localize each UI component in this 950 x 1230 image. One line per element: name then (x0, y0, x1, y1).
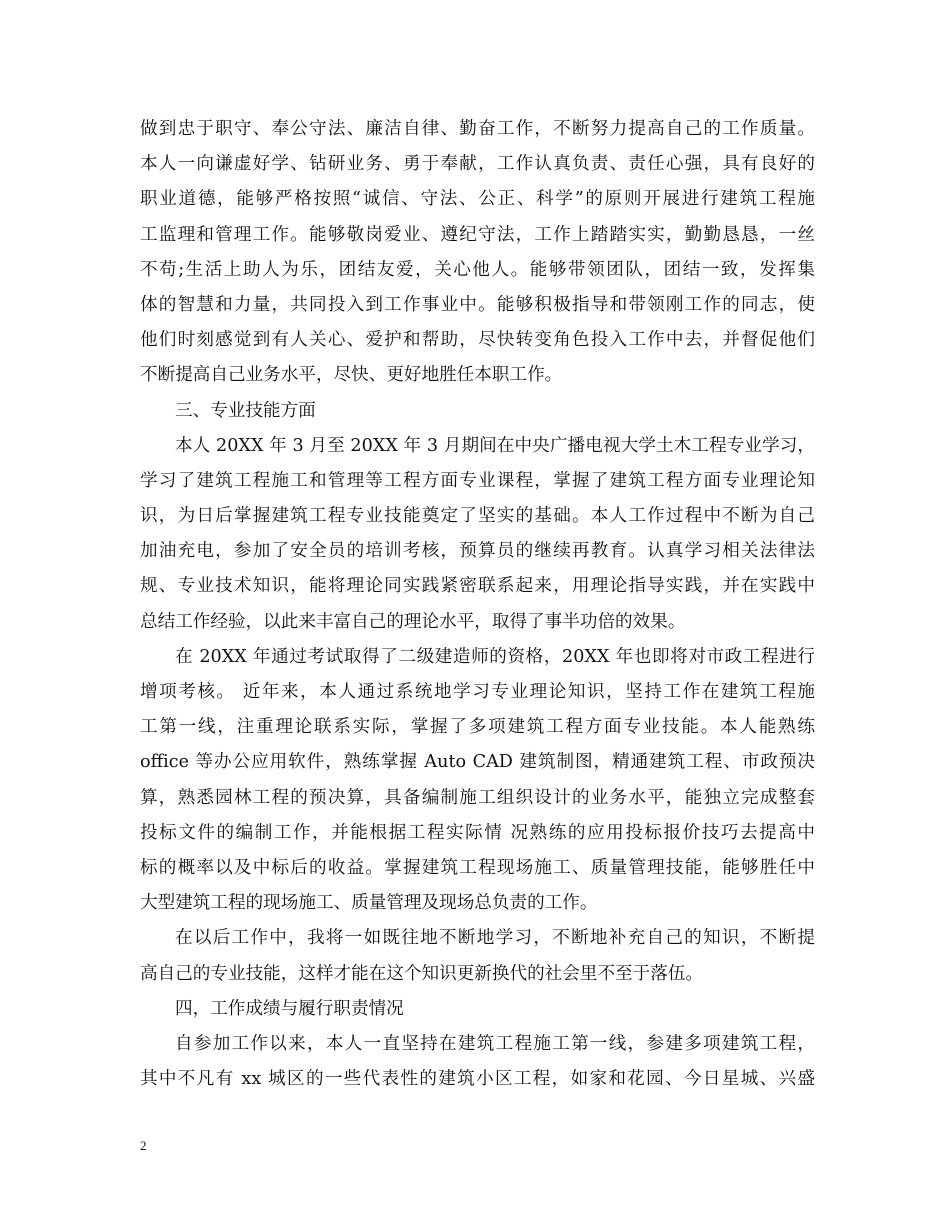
text-line: 自参加工作以来，本人一直坚持在建筑工程施工第一线，参建多项建筑工程， (175, 1033, 815, 1054)
text-line: 投标文件的编制工作，并能根据工程实际情 况熟练的应用投标报价技巧去提高中 (140, 822, 815, 843)
text-line: 其中不凡有 xx 城区的一些代表性的建筑小区工程，如家和花园、今日星城、兴盛 (140, 1069, 815, 1090)
text-line: 标的概率以及中标后的收益。掌握建筑工程现场施工、质量管理技能，能够胜任中 (140, 857, 815, 878)
document-body (140, 112, 815, 1097)
text-line: 加油充电，参加了安全员的培训考核，预算员的继续再教育。认真学习相关法律法 (140, 541, 815, 562)
text-line: 做到忠于职守、奉公守法、廉洁自律、勤奋工作，不断努力提高自己的工作质量。 (140, 119, 815, 139)
text-line: 工第一线，注重理论联系实际，掌握了多项建筑工程方面专业技能。本人能熟练 (140, 717, 815, 738)
text-line: 大型建筑工程的现场施工、质量管理及现场总负责的工作。 (140, 893, 598, 914)
text-line: 本人 20XX 年 3 月至 20XX 年 3 月期间在中央广播电视大学土木工程专业学习， (175, 435, 815, 456)
text-line: office 等办公应用软件，熟练掌握 Auto CAD 建筑制图，精通建筑工程、市政预决 (140, 752, 815, 773)
text-line: 在 20XX 年通过考试取得了二级建造师的资格，20XX 年也即将对市政工程进行 (175, 646, 815, 667)
text-line: 学习了建筑工程施工和管理等工程方面专业课程，掌握了建筑工程方面专业理论知 (140, 470, 815, 491)
text-line: 算，熟悉园林工程的预决算，具备编制施工组织设计的业务水平，能独立完成整套 (140, 787, 815, 808)
text-line: 识，为日后掌握建筑工程专业技能奠定了坚实的基础。本人工作过程中不断为自己 (140, 506, 815, 527)
text-line: 高自己的专业技能，这样才能在这个知识更新换代的社会里不至于落伍。 (140, 963, 704, 984)
section-heading-achievements: 四，工作成绩与履行职责情况 (175, 998, 404, 1019)
text-line: 工监理和管理工作。能够敬岗爱业、遵纪守法，工作上踏踏实实，勤勤恳恳，一丝 (140, 224, 815, 245)
text-line: 不苟;生活上助人为乐，团结友爱，关心他人。能够带领团队，团结一致，发挥集 (140, 259, 815, 280)
section-heading-skills: 三、专业技能方面 (175, 400, 316, 421)
text-line: 增项考核。 近年来，本人通过系统地学习专业理论知识，坚持工作在建筑工程施 (140, 682, 815, 702)
text-line: 在以后工作中，我将一如既往地不断地学习，不断地补充自己的知识，不断提 (175, 928, 815, 949)
text-line: 不断提高自己业务水平，尽快、更好地胜任本职工作。 (140, 365, 563, 386)
text-line: 他们时刻感觉到有人关心、爱护和帮助，尽快转变角色投入工作中去，并督促他们 (140, 330, 815, 351)
text-line: 本人一向谦虚好学、钻研业务、勇于奉献，工作认真负责、责任心强，具有良好的 (140, 154, 815, 175)
text-line: 体的智慧和力量，共同投入到工作事业中。能够积极指导和带领刚工作的同志，使 (140, 294, 815, 315)
text-line: 规、专业技术知识，能将理论同实践紧密联系起来，用理论指导实践，并在实践中 (140, 576, 815, 597)
text-line: 总结工作经验，以此来丰富自己的理论水平，取得了事半功倍的效果。 (140, 611, 686, 632)
text-line: 职业道德，能够严格按照“诚信、守法、公正、科学”的原则开展进行建筑工程施 (140, 189, 815, 210)
page-number: 2 (140, 1138, 147, 1153)
